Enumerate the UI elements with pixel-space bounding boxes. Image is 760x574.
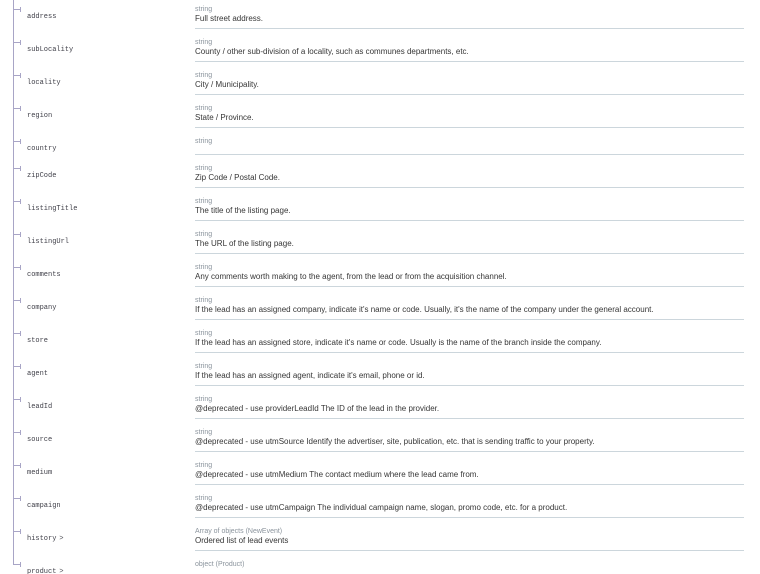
field-type: string (195, 105, 213, 112)
field-description: @deprecated - use utmMedium The contact medium where the lead came from. (195, 470, 479, 479)
field-description: If the lead has an assigned store, indicate it's name or code. Usually is the name of the branch inside the company. (195, 338, 602, 347)
field-info-cell (195, 419, 744, 452)
field-info-cell (195, 95, 744, 128)
field-info-cell (195, 518, 744, 551)
tree-connector-tick (20, 463, 21, 468)
field-name-cell (0, 452, 195, 485)
field-info-cell (195, 62, 744, 95)
tree-trunk-line (13, 419, 14, 452)
schema-field-row (0, 419, 760, 452)
tree-trunk-line (13, 29, 14, 62)
field-type: string (195, 72, 213, 79)
field-name: region (27, 112, 53, 120)
field-type: Array of objects (NewEvent) (195, 528, 283, 535)
field-description: The URL of the listing page. (195, 239, 294, 248)
field-info-cell (195, 320, 744, 353)
tree-trunk-line (13, 62, 14, 95)
field-description: @deprecated - use providerLeadId The ID of the lead in the provider. (195, 404, 440, 413)
field-type: string (195, 297, 213, 304)
field-info-cell (195, 128, 744, 155)
field-name: country (27, 145, 57, 153)
tree-trunk-line (13, 254, 14, 287)
schema-field-row (0, 452, 760, 485)
field-info-cell (195, 221, 744, 254)
tree-trunk-line (13, 518, 14, 551)
field-info-cell (195, 155, 744, 188)
schema-field-row (0, 353, 760, 386)
tree-trunk-line (13, 0, 14, 29)
tree-connector-tick (20, 529, 21, 534)
field-type: string (195, 330, 213, 337)
field-description: City / Municipality. (195, 80, 259, 89)
field-name-cell (0, 518, 195, 551)
tree-connector-tick (20, 430, 21, 435)
field-type: string (195, 363, 213, 370)
tree-connector-tick (20, 265, 21, 270)
field-description: The title of the listing page. (195, 206, 291, 215)
field-name-cell (0, 221, 195, 254)
tree-trunk-line (13, 485, 14, 518)
field-name: leadId (27, 403, 53, 411)
expand-chevron-icon[interactable]: > (59, 535, 64, 542)
field-type: string (195, 138, 213, 145)
field-info-cell (195, 485, 744, 518)
expand-chevron-icon[interactable]: > (59, 568, 64, 574)
schema-field-row (0, 254, 760, 287)
schema-field-row (0, 29, 760, 62)
field-type: string (195, 231, 213, 238)
field-description: County / other sub-division of a locality, such as communes departments, etc. (195, 47, 469, 56)
field-info-cell (195, 29, 744, 62)
field-name-cell (0, 320, 195, 353)
field-name-cell (0, 188, 195, 221)
field-name-cell (0, 29, 195, 62)
field-info-cell (195, 254, 744, 287)
tree-connector-tick (20, 40, 21, 45)
field-type: string (195, 429, 213, 436)
schema-field-row (0, 518, 760, 551)
field-name: locality (27, 79, 61, 87)
field-name-cell (0, 386, 195, 419)
field-description: Any comments worth making to the agent, from the lead or from the acquisition channel. (195, 272, 507, 281)
tree-connector-tick (20, 496, 21, 501)
field-description: State / Province. (195, 113, 254, 122)
field-name: listingUrl (27, 238, 70, 246)
field-name-cell (0, 353, 195, 386)
field-name: zipCode (27, 172, 57, 180)
schema-field-row (0, 128, 760, 155)
tree-connector-tick (20, 331, 21, 336)
field-name: source (27, 436, 53, 444)
field-name-cell (0, 62, 195, 95)
tree-trunk-line (13, 551, 14, 565)
field-type: string (195, 165, 213, 172)
field-type: string (195, 264, 213, 271)
field-name: subLocality (27, 46, 74, 54)
field-type: string (195, 462, 213, 469)
field-name: agent (27, 370, 49, 378)
tree-connector-tick (20, 199, 21, 204)
field-type: object (Product) (195, 561, 245, 568)
field-description: Full street address. (195, 14, 264, 23)
field-info-cell (195, 386, 744, 419)
field-name: medium (27, 469, 53, 477)
tree-connector-tick (20, 139, 21, 144)
schema-field-row (0, 0, 760, 29)
tree-connector-tick (20, 562, 21, 567)
tree-trunk-line (13, 386, 14, 419)
tree-trunk-line (13, 452, 14, 485)
field-description: Zip Code / Postal Code. (195, 173, 280, 182)
field-name-cell (0, 485, 195, 518)
schema-field-row (0, 221, 760, 254)
field-info-cell (195, 551, 744, 574)
field-name-cell (0, 0, 195, 29)
field-description: @deprecated - use utmCampaign The individual campaign name, slogan, promo code, etc. for a product. (195, 503, 568, 512)
field-description: If the lead has an assigned agent, indicate it's email, phone or id. (195, 371, 425, 380)
tree-trunk-line (13, 353, 14, 386)
field-name: listingTitle (27, 205, 78, 213)
field-name[interactable]: history (27, 535, 57, 543)
tree-connector-tick (20, 7, 21, 12)
field-name: comments (27, 271, 61, 279)
field-name-cell (0, 419, 195, 452)
schema-field-row (0, 155, 760, 188)
field-type: string (195, 198, 213, 205)
schema-field-row (0, 62, 760, 95)
field-name: company (27, 304, 57, 312)
field-name-cell (0, 155, 195, 188)
field-type: string (195, 39, 213, 46)
field-name-cell (0, 128, 195, 155)
field-name-cell (0, 95, 195, 128)
field-type: string (195, 6, 213, 13)
tree-connector-tick (20, 106, 21, 111)
schema-field-row (0, 551, 760, 574)
tree-connector-tick (20, 166, 21, 171)
field-info-cell (195, 452, 744, 485)
tree-connector-tick (20, 364, 21, 369)
field-name[interactable]: product (27, 568, 57, 574)
schema-field-row (0, 320, 760, 353)
tree-trunk-line (13, 188, 14, 221)
field-info-cell (195, 0, 744, 29)
field-info-cell (195, 188, 744, 221)
field-name: store (27, 337, 49, 345)
field-description: @deprecated - use utmSource Identify the advertiser, site, publication, etc. that is sending traffic to your property. (195, 437, 595, 446)
tree-connector-tick (20, 298, 21, 303)
schema-field-row (0, 287, 760, 320)
field-name: campaign (27, 502, 61, 510)
field-name-cell (0, 254, 195, 287)
tree-trunk-line (13, 221, 14, 254)
tree-trunk-line (13, 155, 14, 188)
tree-trunk-line (13, 320, 14, 353)
tree-trunk-line (13, 287, 14, 320)
field-info-cell (195, 287, 744, 320)
schema-field-row (0, 386, 760, 419)
schema-field-row (0, 188, 760, 221)
field-description: Ordered list of lead events (195, 536, 289, 545)
tree-connector-tick (20, 73, 21, 78)
tree-connector-tick (20, 397, 21, 402)
schema-field-row (0, 95, 760, 128)
field-description: If the lead has an assigned company, indicate it's name or code. Usually, it's the name of the company under the general account. (195, 305, 654, 314)
tree-trunk-line (13, 95, 14, 128)
field-name-cell (0, 287, 195, 320)
field-type: string (195, 396, 213, 403)
tree-connector-tick (20, 232, 21, 237)
field-name-cell (0, 551, 195, 574)
field-name: address (27, 13, 57, 21)
field-info-cell (195, 353, 744, 386)
schema-field-row (0, 485, 760, 518)
field-type: string (195, 495, 213, 502)
